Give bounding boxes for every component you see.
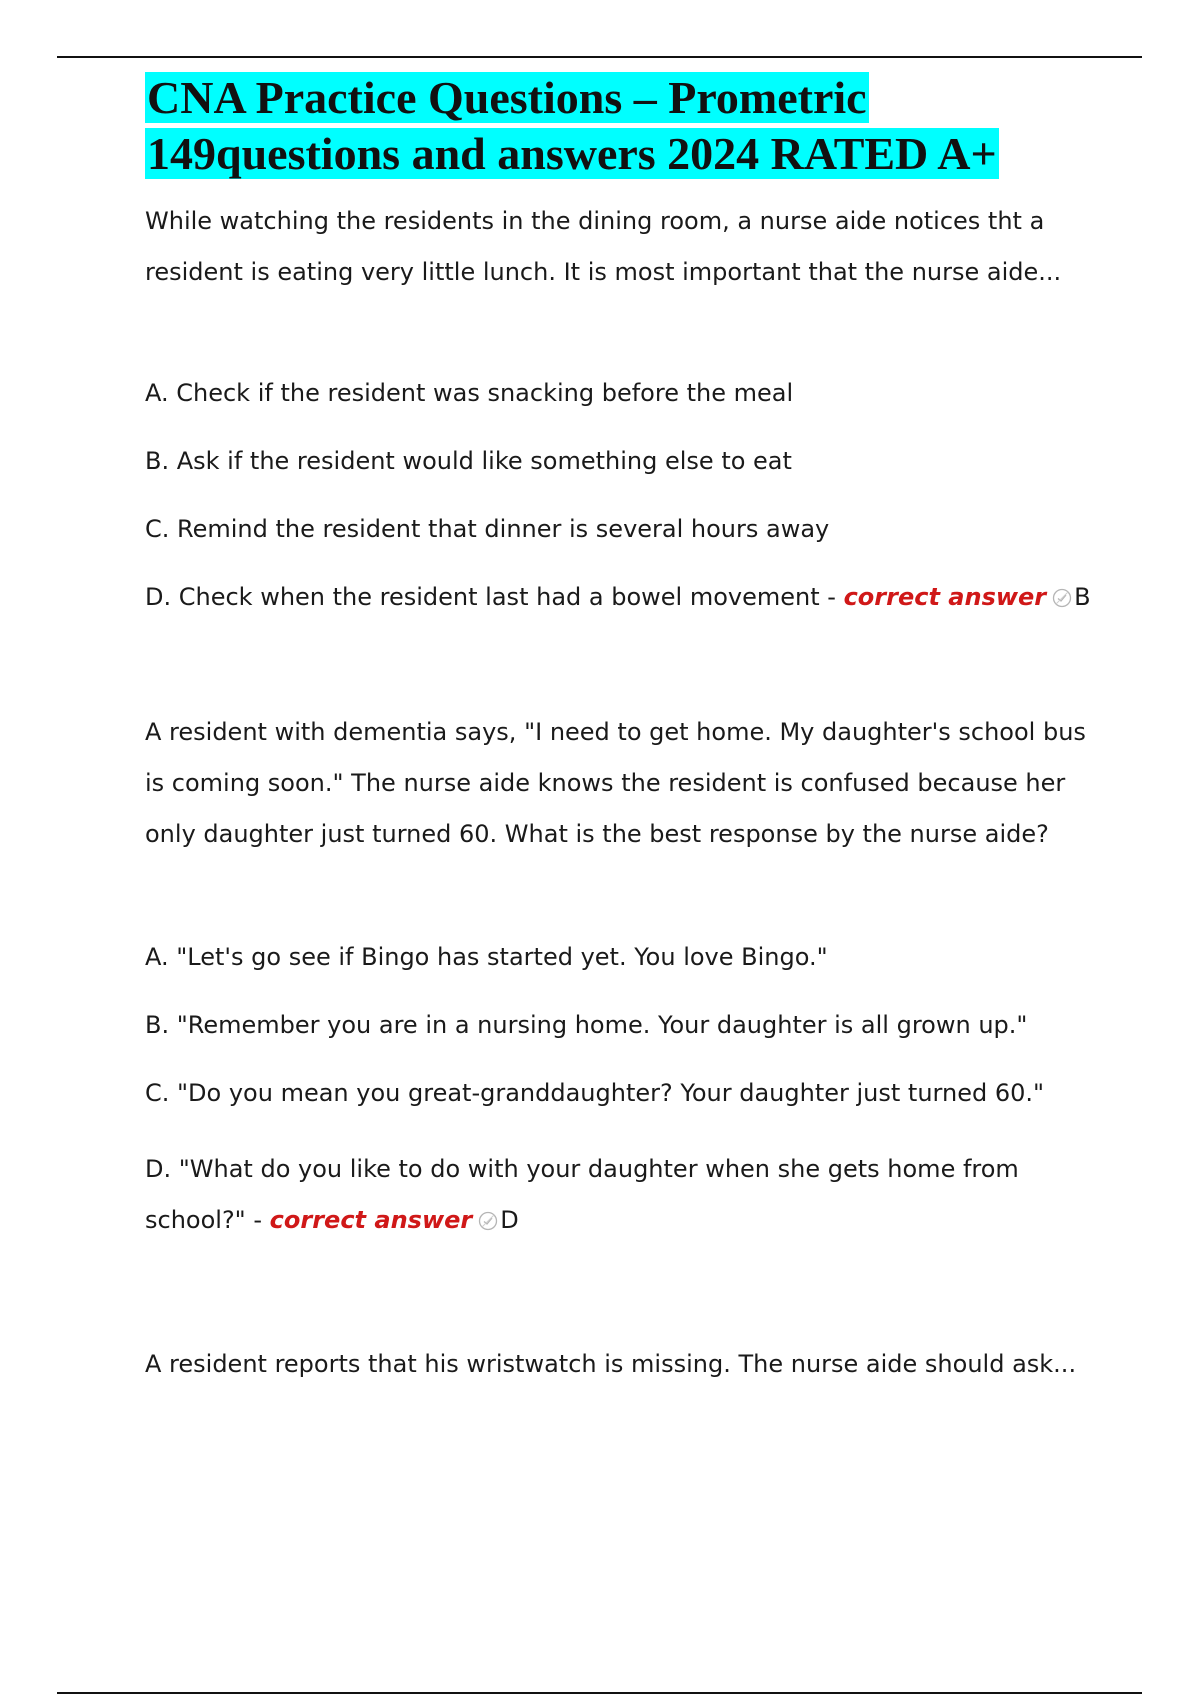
answer-value: D [500,1206,519,1234]
option-d: D. "What do you like to do with your daughter when she gets home from school?" - [145,1155,1019,1234]
question-1 [145,196,1095,614]
answer-label: correct answer [843,583,1047,611]
title-line-1: CNA Practice Questions – Prometric [147,72,867,123]
bottom-rule [57,1692,1142,1694]
check-circle-icon [478,1211,498,1231]
answer-label: correct answer [269,1206,473,1234]
option-b: B. Ask if the resident would like something else to eat [145,447,792,475]
option-c: C. "Do you mean you great-granddaughter? Your daughter just turned 60." [145,1079,1045,1107]
question-3 [145,1339,1095,1390]
answer-value: B [1074,583,1091,611]
option-b: B. "Remember you are in a nursing home. Your daughter is all grown up." [145,1011,1028,1039]
title-line-2: 149questions and answers 2024 RATED A+ [147,128,997,179]
option-c: C. Remind the resident that dinner is several hours away [145,515,830,543]
question-2 [145,707,1095,1246]
document-body [145,70,1095,1390]
option-a: A. "Let's go see if Bingo has started yet. You love Bingo." [145,943,828,971]
option-a: A. Check if the resident was snacking before the meal [145,379,794,407]
option-d-line [145,1144,1095,1246]
top-rule [57,56,1142,58]
option-d-line [145,580,1095,614]
document-title [145,70,1095,182]
question-text: While watching the residents in the dining room, a nurse aide notices tht a resident is eating very little lunch. It is most important that the nurse aide... [145,207,1062,286]
question-text: A resident reports that his wristwatch is missing. The nurse aide should ask... [145,1350,1077,1378]
option-d: D. Check when the resident last had a bowel movement - [145,583,836,611]
check-circle-icon [1052,588,1072,608]
question-text: A resident with dementia says, "I need to get home. My daughter's school bus is coming soon." The nurse aide knows the resident is confused because her only daughter just turned 60. What is the best response by the nurse aide? [145,718,1086,848]
